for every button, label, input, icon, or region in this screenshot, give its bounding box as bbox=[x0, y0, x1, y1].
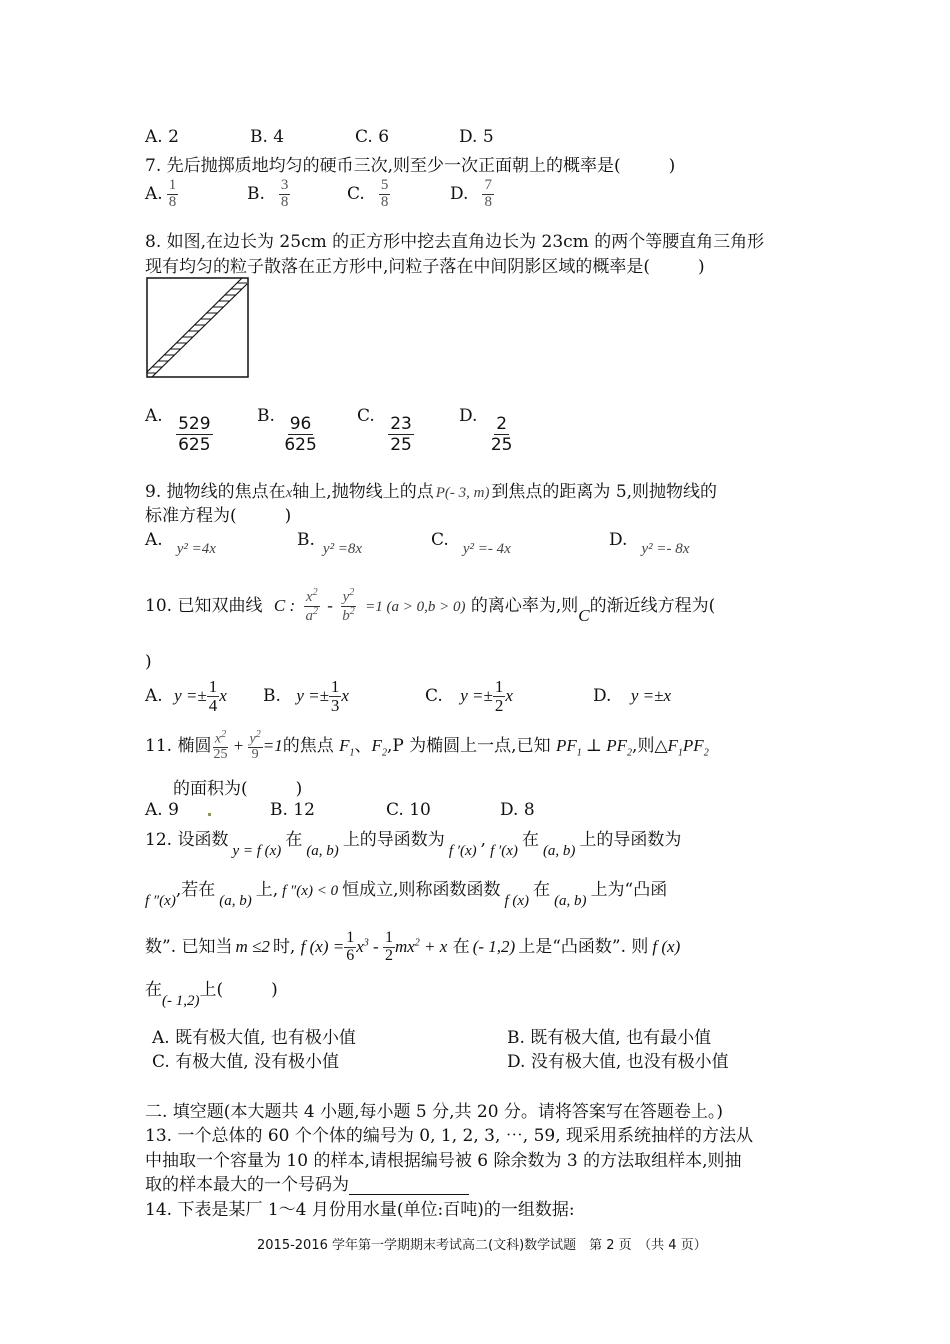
q6-option-d: D. 5 bbox=[459, 127, 494, 147]
q11-option-d: D. 8 bbox=[500, 800, 535, 820]
q14-stem: 14. 下表是某厂 1～4 月份用水量(单位:百吨)的一组数据: bbox=[145, 1200, 575, 1220]
q8-option-a: A. $\frac{529}{625}$ bbox=[145, 406, 211, 456]
q9-line2: 标准方程为( ) bbox=[145, 506, 292, 526]
q12-line2: f ″(x),若在(a, b)上, f ″(x) < 0 恒成立,则称函数函数f (x)在(a, b)上为“凸函 bbox=[145, 880, 668, 909]
q13-answer-blank bbox=[349, 1178, 469, 1195]
q9-option-c: C. y² =- 4x bbox=[431, 530, 511, 557]
q11-option-b: B. 12 bbox=[270, 800, 315, 820]
q11-option-a: A. 9 bbox=[145, 800, 179, 820]
q8-line2: 现有均匀的粒子散落在正方形中,问粒子落在中间阴影区域的概率是( ) bbox=[145, 257, 705, 277]
q12-line3: 数”. 已知当 m ≤2 时, f (x) = $\frac{1}{6}$ $x^3$ - $\frac{1}{2}$ $mx^2 + x$ 在 (- 1,2) 上是“凸函数”. 则 f (x) bbox=[145, 929, 681, 964]
q11-option-c: C. 10 bbox=[386, 800, 431, 820]
q12-option-a: A. 既有极大值, 也有极小值 bbox=[152, 1028, 356, 1048]
q6-option-c: C. 6 bbox=[355, 127, 390, 147]
q7-option-a: A. $\frac{1}{8}$ bbox=[145, 177, 177, 210]
q10-option-c: C. y =± $\frac{1}{2}$ x bbox=[425, 677, 513, 715]
q10-option-b: B. y =± $\frac{1}{3}$ x bbox=[263, 677, 349, 715]
q11-dot-mark bbox=[208, 813, 211, 816]
q10-line1: 10. 已知双曲线 C : $\frac{x^2}{a^2}$ - $\frac{y^2}{b^2}$ =1 (a > 0,b > 0) 的离心率为,则C的渐近线方程为( bbox=[145, 587, 716, 625]
q12-option-d: D. 没有极大值, 也没有极小值 bbox=[507, 1052, 729, 1072]
q9-option-b: B. y² =8x bbox=[297, 530, 363, 557]
q6-option-a: A. 2 bbox=[145, 127, 179, 147]
q9-option-d: D. y² =- 8x bbox=[609, 530, 690, 557]
q7-stem: 7. 先后抛掷质地均匀的硬币三次,则至少一次正面朝上的概率是( ) bbox=[145, 156, 676, 176]
q13-line1: 13. 一个总体的 60 个个体的编号为 0, 1, 2, 3, ⋯, 59, 现采用系统抽样的方法从 bbox=[145, 1126, 754, 1146]
q9-option-a: A. y² =4x bbox=[145, 530, 216, 557]
q12-line1: 12. 设函数y = f (x)在(a, b)上的导函数为f ′(x),f ′(x)在(a, b)上的导函数为 bbox=[145, 830, 682, 859]
q9-line1: 9. 抛物线的焦点在x轴上,抛物线上的点 P(- 3, m) 到焦点的距离为 5,则抛物线的 bbox=[145, 482, 718, 502]
q13-line3: 取的样本最大的一个号码为 bbox=[145, 1170, 469, 1195]
q8-option-b: B. $\frac{96}{625}$ bbox=[257, 406, 317, 456]
q10-option-a: A. y =± $\frac{1}{4}$ x bbox=[145, 677, 227, 715]
q12-line4: 在(- 1,2)上( ) bbox=[145, 980, 278, 1009]
q10-option-d: D. y =±x bbox=[593, 686, 671, 706]
page-footer: 2015-2016 学年第一学期期末考试高二(文科)数学试题 第 2 页 （共 4 页） bbox=[257, 1238, 707, 1253]
q8-line1: 8. 如图,在边长为 25cm 的正方形中挖去直角边长为 23cm 的两个等腰直角三角形 bbox=[145, 232, 765, 252]
q10-close: ) bbox=[145, 652, 152, 672]
q13-line2: 中抽取一个容量为 10 的样本,请根据编号被 6 除余数为 3 的方法取组样本,则抽 bbox=[145, 1151, 742, 1171]
q11-line1: 11. 椭圆 $\frac{x^2}{25}$ + $\frac{y^2}{9}$ =1的焦点 $F_1$、$F_2,P$ 为椭圆上一点,已知 $PF_1$ ⊥ $PF_2$,则$\triangle F_1PF_2$ bbox=[145, 729, 709, 763]
section2-heading: 二. 填空题(本大题共 4 小题,每小题 5 分,共 20 分。请将答案写在答题卷上。) bbox=[145, 1102, 724, 1122]
q12-option-b: B. 既有极大值, 也有最小值 bbox=[507, 1028, 712, 1048]
q7-option-c: C. $\frac{5}{8}$ bbox=[347, 177, 389, 210]
q8-square-figure bbox=[146, 277, 250, 379]
q7-option-d: D. $\frac{7}{8}$ bbox=[450, 177, 492, 210]
q8-option-c: C. $\frac{23}{25}$ bbox=[357, 406, 412, 456]
q11-line2: 的面积为( ) bbox=[173, 779, 303, 799]
q6-option-b: B. 4 bbox=[250, 127, 285, 147]
q12-option-c: C. 有极大值, 没有极小值 bbox=[152, 1052, 340, 1072]
q7-option-b: B. $\frac{3}{8}$ bbox=[247, 177, 289, 210]
q8-option-d: D. $\frac{2}{25}$ bbox=[459, 406, 513, 456]
